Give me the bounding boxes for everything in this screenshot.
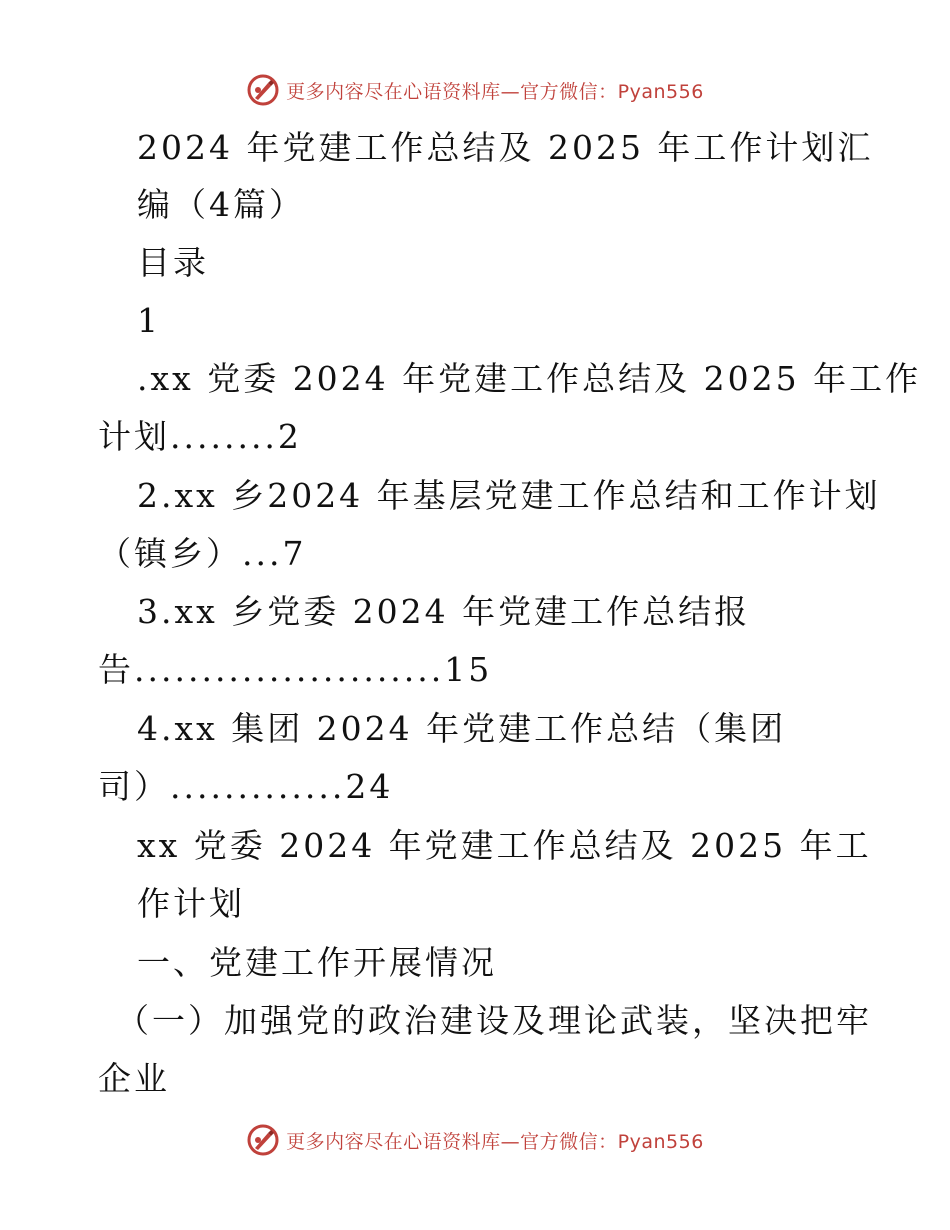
- toc-item-4-line-1: 4.xx 集团 2024 年党建工作总结（集团: [137, 709, 787, 748]
- section-title-line-2: 作计划: [137, 884, 245, 923]
- toc-item-3-line-2: 告.......................15: [98, 650, 493, 689]
- toc-item-4-line-2: 司）.............24: [98, 767, 394, 806]
- watermark-text: 更多内容尽在心语资料库—官方微信：Pyan556: [286, 80, 704, 103]
- watermark-header: [0, 70, 950, 110]
- toc-item-3-line-1: 3.xx 乡党委 2024 年党建工作总结报: [137, 592, 751, 631]
- toc-item-2-line-1: 2.xx 乡2024 年基层党建工作总结和工作计划: [137, 476, 881, 515]
- subheading-1-line-2: 企业: [98, 1059, 170, 1098]
- document-title-line-1: 2024 年党建工作总结及 2025 年工作计划汇: [137, 128, 874, 167]
- toc-item-1-line-1: .xx 党委 2024 年党建工作总结及 2025 年工作: [137, 359, 922, 398]
- toc-heading: 目录: [137, 243, 209, 282]
- document-title-line-2: 编（4篇）: [137, 185, 305, 224]
- toc-item-2-line-2: （镇乡）...7: [98, 534, 307, 573]
- pen-circle-logo-icon: [246, 73, 280, 107]
- watermark-text: 更多内容尽在心语资料库—官方微信：Pyan556: [286, 1130, 704, 1153]
- heading-1: 一、党建工作开展情况: [137, 943, 497, 982]
- subheading-1-line-1: （一）加强党的政治建设及理论武装，坚决把牢: [116, 1001, 872, 1040]
- section-title-line-1: xx 党委 2024 年党建工作总结及 2025 年工: [137, 826, 872, 865]
- toc-item-1-line-2: 计划........2: [98, 417, 302, 456]
- watermark-footer: [0, 1120, 950, 1160]
- pen-circle-logo-icon: [246, 1123, 280, 1157]
- toc-number: 1: [137, 301, 161, 340]
